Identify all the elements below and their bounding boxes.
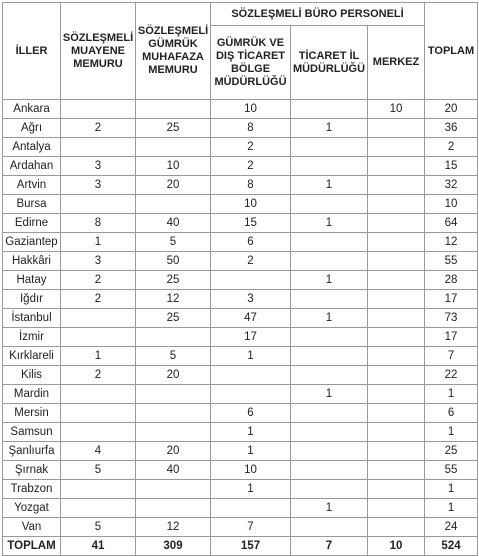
province-cell: Şırnak: [3, 461, 61, 480]
merkez-cell: [368, 385, 425, 404]
toplam-cell: 55: [425, 461, 478, 480]
ticaret-cell: [291, 423, 368, 442]
province-cell: Ardahan: [3, 157, 61, 176]
merkez-cell: [368, 233, 425, 252]
toplam-cell: 32: [425, 176, 478, 195]
toplam-cell: 55: [425, 252, 478, 271]
muayene-cell: 2: [61, 271, 136, 290]
header-provinces: İLLER: [3, 3, 61, 100]
ticaret-cell: 1: [291, 385, 368, 404]
header-ticaret: TİCARET İL MÜDÜRLÜĞÜ: [291, 26, 368, 100]
muayene-cell: 2: [61, 366, 136, 385]
toplam-cell: 17: [425, 328, 478, 347]
merkez-cell: [368, 461, 425, 480]
merkez-cell: [368, 252, 425, 271]
bolge-cell: 2: [211, 252, 291, 271]
table-row: [3, 157, 478, 176]
province-cell: Antalya: [3, 138, 61, 157]
merkez-cell: [368, 499, 425, 518]
muayene-cell: [61, 499, 136, 518]
muhafaza-cell: [136, 480, 211, 499]
bolge-cell: 15: [211, 214, 291, 233]
table-row: [3, 366, 478, 385]
toplam-cell: 20: [425, 100, 478, 119]
muayene-cell: 5: [61, 518, 136, 537]
muayene-cell: 1: [61, 233, 136, 252]
ticaret-cell: [291, 157, 368, 176]
province-cell: Iğdır: [3, 290, 61, 309]
merkez-cell: [368, 157, 425, 176]
total-toplam: 524: [425, 537, 478, 556]
ticaret-cell: 1: [291, 176, 368, 195]
toplam-cell: 1: [425, 480, 478, 499]
toplam-cell: 2: [425, 138, 478, 157]
province-cell: Gaziantep: [3, 233, 61, 252]
province-cell: Mardin: [3, 385, 61, 404]
ticaret-cell: [291, 518, 368, 537]
header-bolge: GÜMRÜK VE DIŞ TİCARET BÖLGE MÜDÜRLÜĞÜ: [211, 26, 291, 100]
toplam-cell: 36: [425, 119, 478, 138]
toplam-cell: 24: [425, 518, 478, 537]
province-cell: Ağrı: [3, 119, 61, 138]
toplam-cell: 15: [425, 157, 478, 176]
table-row: [3, 290, 478, 309]
muhafaza-cell: 20: [136, 442, 211, 461]
muayene-cell: 3: [61, 157, 136, 176]
bolge-cell: 6: [211, 233, 291, 252]
merkez-cell: [368, 404, 425, 423]
total-row: [3, 537, 478, 556]
ticaret-cell: [291, 100, 368, 119]
bolge-cell: 3: [211, 290, 291, 309]
muhafaza-cell: 12: [136, 290, 211, 309]
staff-allocation-table: [2, 2, 478, 556]
table-row: [3, 233, 478, 252]
ticaret-cell: [291, 328, 368, 347]
muayene-cell: 3: [61, 176, 136, 195]
merkez-cell: [368, 119, 425, 138]
toplam-cell: 28: [425, 271, 478, 290]
table-row: [3, 100, 478, 119]
header-merkez: MERKEZ: [368, 26, 425, 100]
province-cell: Kırklareli: [3, 347, 61, 366]
muayene-cell: 5: [61, 461, 136, 480]
table-row: [3, 138, 478, 157]
bolge-cell: [211, 499, 291, 518]
toplam-cell: 1: [425, 423, 478, 442]
merkez-cell: [368, 176, 425, 195]
muhafaza-cell: [136, 404, 211, 423]
table-row: [3, 461, 478, 480]
ticaret-cell: [291, 290, 368, 309]
toplam-cell: 12: [425, 233, 478, 252]
table-body: [3, 100, 478, 537]
muhafaza-cell: 40: [136, 461, 211, 480]
toplam-cell: 1: [425, 385, 478, 404]
bolge-cell: 1: [211, 347, 291, 366]
muayene-cell: [61, 385, 136, 404]
bolge-cell: [211, 271, 291, 290]
muhafaza-cell: 25: [136, 271, 211, 290]
toplam-cell: 25: [425, 442, 478, 461]
muayene-cell: [61, 309, 136, 328]
province-cell: Trabzon: [3, 480, 61, 499]
province-cell: Yozgat: [3, 499, 61, 518]
total-merkez: 10: [368, 537, 425, 556]
table-row: [3, 442, 478, 461]
bolge-cell: 10: [211, 195, 291, 214]
header-toplam: TOPLAM: [425, 3, 478, 100]
bolge-cell: 7: [211, 518, 291, 537]
muhafaza-cell: 40: [136, 214, 211, 233]
table-row: [3, 176, 478, 195]
bolge-cell: [211, 366, 291, 385]
toplam-cell: 7: [425, 347, 478, 366]
province-cell: Mersin: [3, 404, 61, 423]
bolge-cell: 17: [211, 328, 291, 347]
ticaret-cell: 1: [291, 271, 368, 290]
muayene-cell: 3: [61, 252, 136, 271]
province-cell: Samsun: [3, 423, 61, 442]
total-ticaret: 7: [291, 537, 368, 556]
table-row: [3, 328, 478, 347]
toplam-cell: 64: [425, 214, 478, 233]
ticaret-cell: 1: [291, 499, 368, 518]
province-cell: İzmir: [3, 328, 61, 347]
muayene-cell: [61, 404, 136, 423]
bolge-cell: 2: [211, 138, 291, 157]
merkez-cell: [368, 366, 425, 385]
ticaret-cell: [291, 347, 368, 366]
table-row: [3, 252, 478, 271]
table-row: [3, 480, 478, 499]
merkez-cell: [368, 214, 425, 233]
bolge-cell: 6: [211, 404, 291, 423]
muayene-cell: 4: [61, 442, 136, 461]
table-row: [3, 119, 478, 138]
merkez-cell: [368, 309, 425, 328]
ticaret-cell: [291, 138, 368, 157]
ticaret-cell: 1: [291, 309, 368, 328]
total-muhafaza: 309: [136, 537, 211, 556]
bolge-cell: 8: [211, 176, 291, 195]
muhafaza-cell: [136, 423, 211, 442]
header-muhafaza: SÖZLEŞMELİ GÜMRÜK MUHAFAZA MEMURU: [136, 3, 211, 100]
muhafaza-cell: [136, 328, 211, 347]
bolge-cell: 1: [211, 423, 291, 442]
toplam-cell: 22: [425, 366, 478, 385]
toplam-cell: 1: [425, 499, 478, 518]
bolge-cell: 8: [211, 119, 291, 138]
muayene-cell: 2: [61, 119, 136, 138]
muhafaza-cell: [136, 499, 211, 518]
muhafaza-cell: 5: [136, 347, 211, 366]
ticaret-cell: [291, 366, 368, 385]
table-row: [3, 499, 478, 518]
merkez-cell: [368, 518, 425, 537]
muayene-cell: [61, 480, 136, 499]
ticaret-cell: [291, 195, 368, 214]
merkez-cell: [368, 480, 425, 499]
header-group-buro: SÖZLEŞMELİ BÜRO PERSONELİ: [211, 3, 425, 26]
muhafaza-cell: 25: [136, 309, 211, 328]
province-cell: Bursa: [3, 195, 61, 214]
bolge-cell: [211, 385, 291, 404]
ticaret-cell: 1: [291, 119, 368, 138]
bolge-cell: 1: [211, 480, 291, 499]
province-cell: Şanlıurfa: [3, 442, 61, 461]
header-muayene: SÖZLEŞMELİ MUAYENE MEMURU: [61, 3, 136, 100]
toplam-cell: 17: [425, 290, 478, 309]
table-row: [3, 309, 478, 328]
table-row: [3, 271, 478, 290]
muhafaza-cell: 20: [136, 176, 211, 195]
toplam-cell: 73: [425, 309, 478, 328]
table-row: [3, 404, 478, 423]
merkez-cell: [368, 347, 425, 366]
ticaret-cell: [291, 252, 368, 271]
muayene-cell: [61, 195, 136, 214]
table-row: [3, 195, 478, 214]
ticaret-cell: 1: [291, 214, 368, 233]
muhafaza-cell: 50: [136, 252, 211, 271]
ticaret-cell: [291, 461, 368, 480]
muhafaza-cell: 5: [136, 233, 211, 252]
muhafaza-cell: 10: [136, 157, 211, 176]
province-cell: İstanbul: [3, 309, 61, 328]
merkez-cell: [368, 138, 425, 157]
merkez-cell: 10: [368, 100, 425, 119]
province-cell: Artvin: [3, 176, 61, 195]
province-cell: Hakkâri: [3, 252, 61, 271]
bolge-cell: 47: [211, 309, 291, 328]
province-cell: Hatay: [3, 271, 61, 290]
muhafaza-cell: [136, 100, 211, 119]
ticaret-cell: [291, 233, 368, 252]
muayene-cell: 2: [61, 290, 136, 309]
ticaret-cell: [291, 480, 368, 499]
total-bolge: 157: [211, 537, 291, 556]
muayene-cell: 1: [61, 347, 136, 366]
ticaret-cell: [291, 404, 368, 423]
table-row: [3, 423, 478, 442]
province-cell: Kilis: [3, 366, 61, 385]
toplam-cell: 10: [425, 195, 478, 214]
muayene-cell: [61, 423, 136, 442]
table-row: [3, 214, 478, 233]
province-cell: Ankara: [3, 100, 61, 119]
ticaret-cell: [291, 442, 368, 461]
muayene-cell: [61, 138, 136, 157]
merkez-cell: [368, 423, 425, 442]
muayene-cell: 8: [61, 214, 136, 233]
merkez-cell: [368, 290, 425, 309]
merkez-cell: [368, 195, 425, 214]
muayene-cell: [61, 328, 136, 347]
total-label: TOPLAM: [3, 537, 61, 556]
merkez-cell: [368, 328, 425, 347]
muhafaza-cell: [136, 138, 211, 157]
table-row: [3, 385, 478, 404]
muhafaza-cell: 20: [136, 366, 211, 385]
bolge-cell: 2: [211, 157, 291, 176]
toplam-cell: 6: [425, 404, 478, 423]
province-cell: Van: [3, 518, 61, 537]
muhafaza-cell: [136, 385, 211, 404]
merkez-cell: [368, 442, 425, 461]
table-row: [3, 347, 478, 366]
bolge-cell: 10: [211, 461, 291, 480]
muhafaza-cell: [136, 195, 211, 214]
province-cell: Edirne: [3, 214, 61, 233]
total-muayene: 41: [61, 537, 136, 556]
muhafaza-cell: 25: [136, 119, 211, 138]
bolge-cell: 1: [211, 442, 291, 461]
bolge-cell: 10: [211, 100, 291, 119]
muayene-cell: [61, 100, 136, 119]
muhafaza-cell: 12: [136, 518, 211, 537]
merkez-cell: [368, 271, 425, 290]
table-row: [3, 518, 478, 537]
